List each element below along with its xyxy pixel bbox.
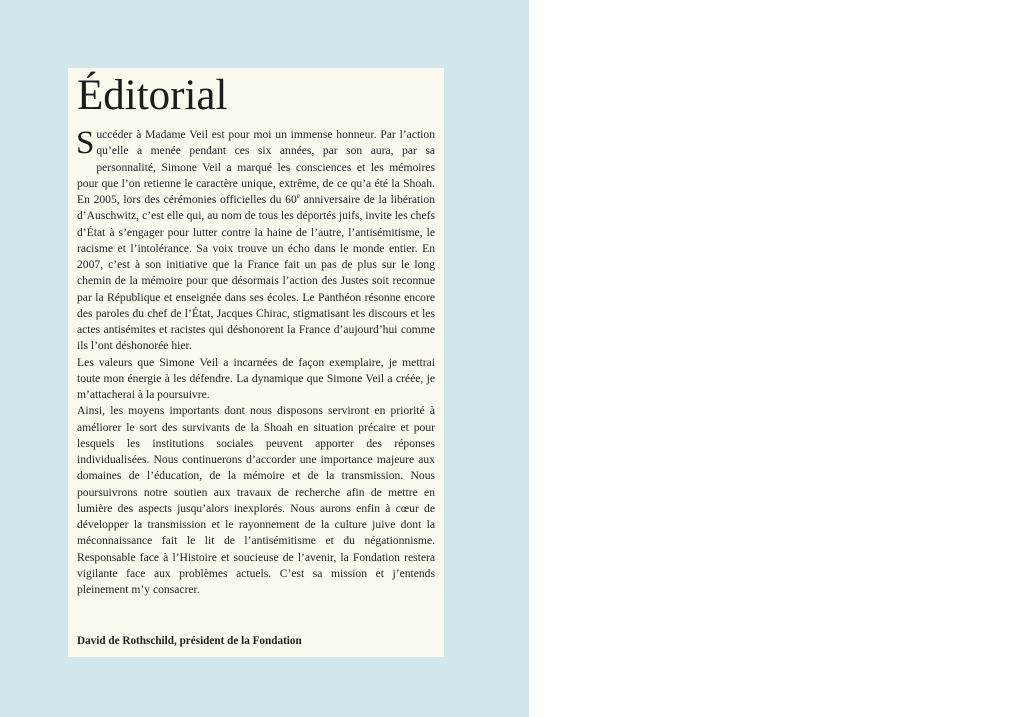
paragraph-1 (77, 127, 435, 355)
paragraph-3: Ainsi, les moyens importants dont nous disposons serviront en priorité à améliorer le sort des survivants de la Shoah en situation précaire et pour lesquels les institutions sociales peuvent apporter des réponses individualisées. Nous continuerons d’accorder une importance majeure aux domaines de l’éducation, de la mémoire et de la transmission. Nous poursuivrons notre soutien aux travaux de recherche afin de mettre en lumière des aspects jusqu’alors inexplorés. Nous aurons enfin à cœur de développer la transmission et le rayonnement de la culture juive dont la méconnaissance fait le lit de l’antisémitisme et du négationnisme. Responsable face à l’Histoire et soucieuse de l’avenir, la Fondation restera vigilante face aux problèmes actuels. C’est sa mission et j’entends pleinement m’y consacrer. (77, 404, 435, 596)
editorial-body (77, 127, 435, 598)
paragraph-2: Les valeurs que Simone Veil a incarnées de façon exemplaire, je mettrai toute mon énergie à les défendre. La dynamique que Simone Veil a créée, je m’attacherai à la poursuivre. (77, 355, 435, 401)
editorial-card (68, 68, 444, 657)
ordinal-superscript: e (296, 192, 300, 201)
editorial-title: Éditorial (77, 72, 228, 119)
paragraph-1-start: uccéder à Madame Veil est pour moi un immense honneur. Par l’action qu’elle a menée pendant ces six années, par son aura, par sa personnalité, Simone Veil a marqué les consciences et les mémoires pour que l’on retienne le caractère unique, extrême, de ce qu’a été la Shoah. En 2005, lors des cérémonies officielles du 60 (77, 128, 435, 206)
signature: David de Rothschild, président de la Fondation (77, 635, 302, 647)
paragraph-1-end: anniversaire de la libération d’Auschwitz, c’est elle qui, au nom de tous les déportés juifs, invite les chefs d’État à s’engager pour lutter contre la haine de l’autre, l’antisémitisme, le racisme et l’intolérance. Sa voix trouve un écho dans le monde entier. En 2007, c’est à son initiative que la France fait un pas de plus sur le long chemin de la mémoire pour que désormais l’action des Justes soit reconnue par la République et enseignée dans ses écoles. Le Panthéon résonne encore des paroles du chef de l’État, Jacques Chirac, stigmatisant les discours et les actes antisémites et racistes qui déshonorent la France d’aujourd’hui comme ils l’ont déshonorée hier. (77, 193, 435, 353)
drop-cap: S (76, 125, 95, 161)
right-page-blank (529, 0, 1024, 717)
